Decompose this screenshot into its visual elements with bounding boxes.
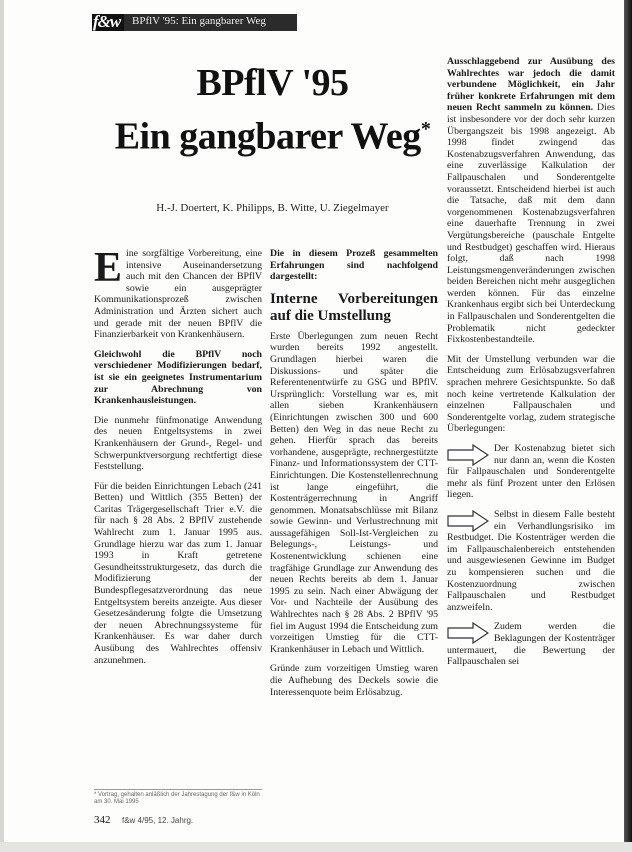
intro-paragraph: Die in diesem Prozeß gesammelten Erfahrungen sind nachfolgend dargestellt: — [270, 248, 438, 283]
arrow-icon — [447, 622, 489, 644]
section-heading: Interne Vorbereitungen auf die Umstellung — [270, 290, 438, 324]
title-line-2: Ein gangbarer Weg* — [114, 115, 431, 158]
page-edge-bottom — [0, 842, 632, 852]
arrow-paragraph: Zudem werden die Beklagungen der Kostenträger untermauert, die Bewertung der Fallpauschalen sei — [447, 621, 615, 668]
title-line-1: BPflV '95 — [196, 62, 349, 104]
journal-logo-text: f&w — [93, 12, 121, 31]
column-3 — [447, 56, 615, 676]
page-number: 342 — [94, 814, 111, 826]
paragraph: Die nunmehr fünfmonatige Anwendung des neuen Entgeltsystems in zwei Krankenhäusern der Grund-, Regel- und Schwerpunktversorgung rechtfertigt diese Feststellung. — [94, 414, 262, 473]
authors: H.-J. Doertert, K. Philipps, B. Witte, U. Ziegelmayer — [156, 202, 389, 214]
issue-info: f&w 4/95, 12. Jahrg. — [122, 816, 194, 825]
paragraph: Für die beiden Einrichtungen Lebach (241 Betten) und Wittlich (355 Betten) der Caritas Trägergesellschaft Trier e.V. die für nach § 28 Abs. 2 BPflV zustehende Wahlrecht zum 1. Januar 1995 aus. Grundlage hierzu war das zum 1. Januar 1993 in Kraft getretene Gesundheitsstrukturgesetz, das durch die Modifizierung der Bundespflegesatzverordnung das neue Entgeltsystem bereits anzeigte. Aus dieser Gesetzesänderung folgte die Umsetzung der neuen Abrechnungssysteme für Krankenhäuser. Es war daher durch Ausübung des Wahlrechtes offensiv anzunehmen. — [94, 480, 262, 666]
bold-paragraph: Gleichwohl die BPflV noch verschiedener Modifizierungen bedarf, ist sie ein geeignetes Instrumentarium zur Abrechnung von Krankenhausleistungen. — [94, 348, 262, 407]
drop-cap: E — [94, 245, 123, 291]
lead-paragraph: Eine sorgfältige Vorbereitung, eine intensive Auseinandersetzung auch mit den Chancen der BPflV sowie ein ausgeprägter Kommunikationsprozeß zwischen Administration und Ärzten sichert auch und gerade mit der neuen BPflV die Finanzierbarkeit von Krankenhäusern. — [94, 245, 262, 341]
paragraph: Ausschlaggebend zur Ausübung des Wahlrechtes war jedoch die damit verbundene Möglichkeit, ein Jahr früher konkrete Erfahrungen mit dem neuen Recht sammeln zu können. Dies ist insbesondere vor der doch sehr kurzen Übergangszeit bis 1998 angezeigt. Ab 1998 findet zwingend das Kostenabzugsverfahren Anwendung, das eine zuverlässige Kalkulation der Fallpauschalen und Sonderentgelte voraussetzt. Entscheidend hierbei ist auch die Tatsache, daß mit dem dann vorgenommenen Kostenabzugsverfahren eine dauerhafte Trennung in zwei Vergütungsbereiche (pauschale Entgelte und Restbudget) geschaffen wird. Hieraus folgt, daß nach 1998 Leistungsmengenveränderungen zwischen beiden Bereichen nicht mehr ausgeglichen werden können. Für das einzelne Krankenhaus ergibt sich bei Unterdeckung in Fallpauschalen und Sonderentgelten die Problematik nicht gedeckter Fixkostenbestandteile. — [447, 56, 615, 346]
page-edge — [0, 0, 4, 852]
running-title: BPflV '95: Ein gangbarer Weg — [132, 15, 266, 27]
arrow-paragraph: Selbst in diesem Falle besteht ein Verhandlungsrisiko im Restbudget. Die Kostenträger werden die im Fallpauschalenbereich entstehenden und ausgewiesenen Gewinne im Budget zu kompensieren suchen und die Kostenzuordnung zwischen Fallpauschalen und Restbudget anzweifeln. — [447, 508, 615, 613]
arrow-icon — [447, 510, 489, 532]
footnote: * Vortrag, gehalten anläßlich der Jahrestagung der f&w in Köln am 30. Mai 1995 — [94, 789, 262, 806]
article-title — [100, 60, 445, 160]
paragraph: Gründe zum vorzeitigen Umstieg waren die Aufhebung des Deckels sowie die Interessenquote beim Erlösabzug. — [270, 663, 438, 698]
column-2 — [270, 248, 438, 706]
paragraph: Erste Überlegungen zum neuen Recht wurden bereits 1992 angestellt. Grundlagen hierbei waren die Diskussions- und später die Referentenentwürfe zu GSG und BPflV. Ursprünglich: Vorstellung war es, mit allen sieben Krankenhäusern (Einrichtungen zwischen 300 und 600 Betten) den Weg in das neue Recht zu gehen. Hierfür sprach das bereits vorhandene, ausgeprägte, rechnergestützte Finanz- und Informationssystem der CTT-Einrichtungen. Die Kostenstellenrechnung ist lange eingeführt, die Kostenträgerrechnung in Angriff genommen. Monatsabschlüsse mit Bilanz sowie Gewinn- und Verlustrechnung mit aussagefähigen Soll-Ist-Vergleichen zu Belegungs-, Leistungs- und Kostenentwicklung schienen eine tragfähige Grundlage zur Anwendung des neuen Rechts bereits ab dem 1. Januar 1995 zu sein. Nach einer Abwägung der Vor- und Nachteile der Ausübung des Wahlrechtes nach § 28 Abs. 2 BPflV '95 fiel im August 1994 die Entscheidung zum vorzeitigen Umstieg für die CTT-Krankenhäuser in Lebach und Wittlich. — [270, 330, 438, 655]
arrow-icon — [447, 444, 489, 466]
column-1 — [94, 245, 262, 674]
book-binding — [624, 0, 632, 852]
arrow-paragraph: Der Kostenabzug bietet sich nur dann an, wenn die Kosten für Fallpauschalen und Sonderentgelte mehr als fünf Prozent unter den Erlösen liegen. — [447, 443, 615, 501]
paragraph: Mit der Umstellung verbunden war die Entscheidung zum Erlösabzugsverfahren sprachen mehrere Gesichtspunkte. So daß noch keine vertretende Kalkulation der einzelnen Fallpauschalen und Sonderentgelte vorlag, zudem strategische Überlegungen: — [447, 353, 615, 435]
